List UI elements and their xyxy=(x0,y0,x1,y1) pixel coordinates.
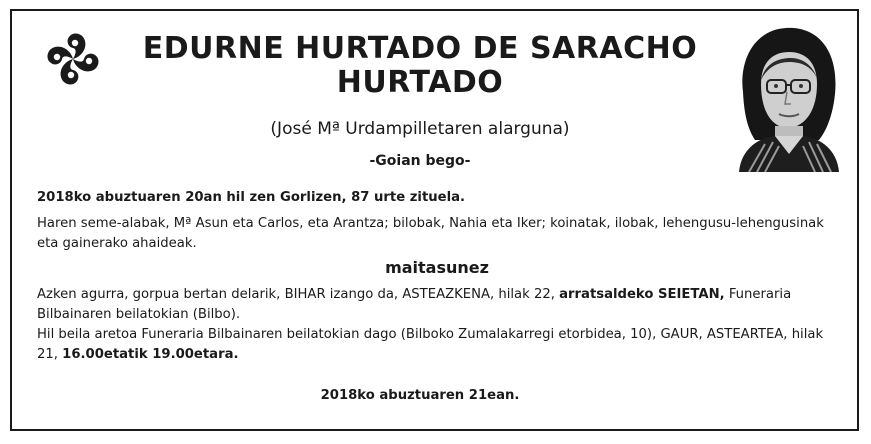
rip-line: -Goian bego- xyxy=(369,153,471,169)
funeral-text-1: Azken agurra, gorpua bertan delarik, BIHAR izango da, ASTEAZKENA, hilak 22, xyxy=(37,287,560,302)
name-line-1: EDURNE HURTADO DE SARACHO xyxy=(142,31,698,66)
wake-hours: 16.00etatik 19.00etara. xyxy=(62,347,239,362)
spouse-line: (José Mª Urdampilletaren alarguna) xyxy=(270,119,570,139)
portrait-photo xyxy=(731,22,843,172)
funeral-time: arratsaldeko SEIETAN, xyxy=(559,287,725,302)
lauburu-icon xyxy=(42,28,104,90)
wake-paragraph xyxy=(37,325,837,365)
funeral-text-2: Funeraria Bilbainaren beilatokian (Bilbo). xyxy=(37,287,792,322)
deceased-name xyxy=(120,32,720,100)
closing-date: 2018ko abuztuaren 21ean. xyxy=(320,388,520,403)
family-paragraph: Haren seme-alabak, Mª Asun eta Carlos, eta Arantza; bilobak, Nahia eta Iker; koinatak, ilobak, lehengusu-lehengusinak eta gainerako ahaideak. xyxy=(37,216,824,251)
section-heading: maitasunez xyxy=(385,258,489,277)
name-line-2: HURTADO xyxy=(336,65,504,100)
notice-body xyxy=(37,188,837,365)
funeral-paragraph xyxy=(37,285,837,325)
wake-text: Hil beila aretoa Funeraria Bilbainaren beilatokian dago (Bilboko Zumalakarregi etorbidea, 10), GAUR, ASTEARTEA, hilak 21, xyxy=(37,327,824,362)
death-notice: 2018ko abuztuaren 20an hil zen Gorlizen, 87 urte zituela. xyxy=(37,190,466,205)
